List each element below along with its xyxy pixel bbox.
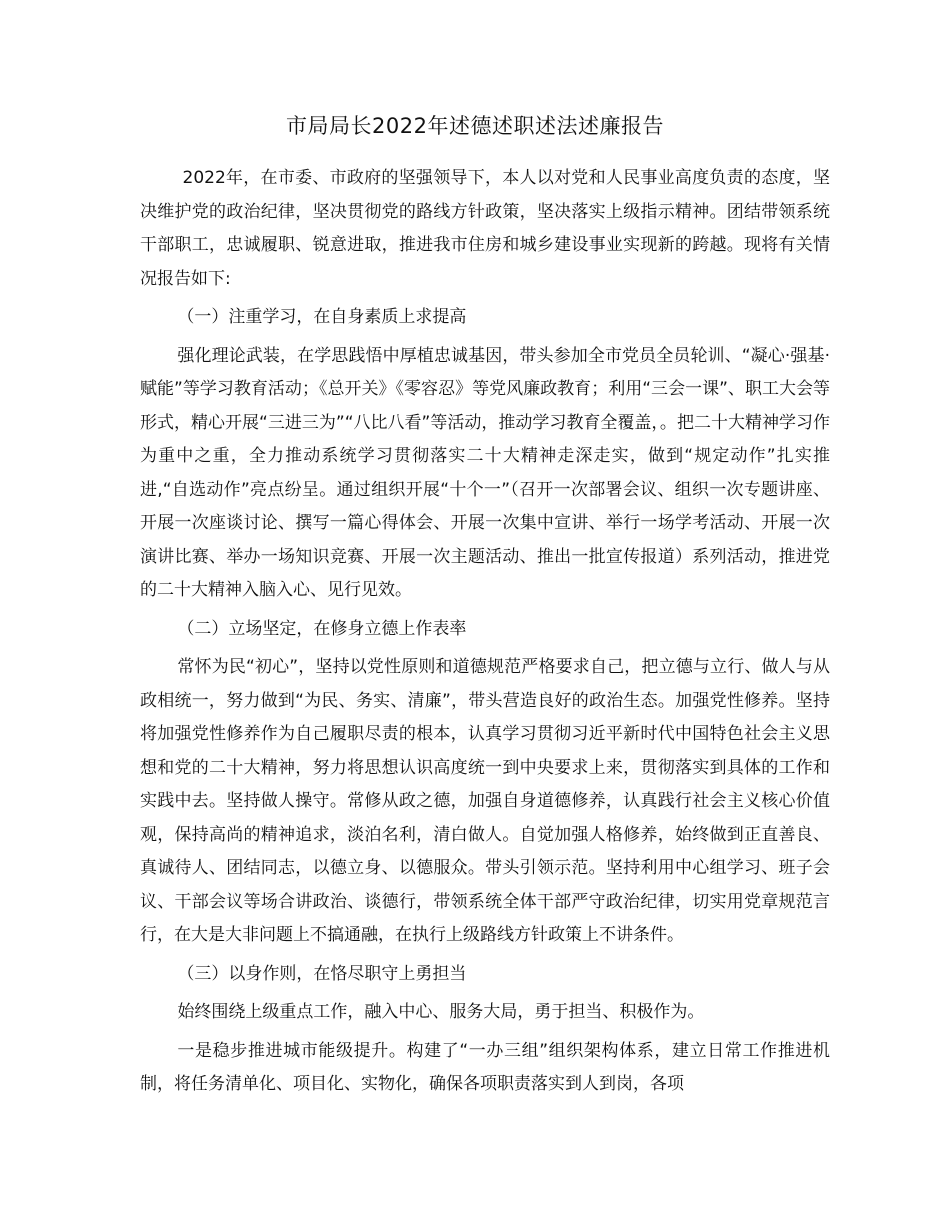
section-1-heading: （一）注重学习，在自身素质上求提高 <box>177 307 467 327</box>
document-title: 市局局长2022年述德述职述法述廉报告 <box>286 114 664 138</box>
section-3-paragraph-1: 始终围绕上级重点工作，融入中心、服务大局，勇于担当、积极作为。 <box>177 1002 705 1022</box>
intro-paragraph: 2022年，在市委、市政府的坚强领导下，本人以对党和人民事业高度负责的态度，坚决维护党的政治纪律，坚决贯彻党的路线方针政策，坚决落实上级指示精神。团结带领系统干部职工，忠诚履职、锐意进取，推进我市住房和城乡建设事业实现新的跨越。现将有关情况报告如下: <box>140 168 830 289</box>
section-1-paragraph: 强化理论武装，在学思践悟中厚植忠诚基因，带头参加全市党员全员轮训、“凝心·强基·赋能”等学习教育活动；《总开关》《零容忍》等党风廉政教育；利用“三会一课”、职工大会等形式，精心开展“三进三为”“八比八看”等活动，推动学习教育全覆盖，。把二十大精神学习作为重中之重，全力推动系统学习贯彻落实二十大精神走深走实，做到“规定动作”扎实推进,“自选动作”亮点纷呈。通过组织开展“十个一”（召开一次部署会议、组织一次专题讲座、开展一次座谈讨论、撰写一篇心得体会、开展一次集中宣讲、举行一场学考活动、开展一次演讲比赛、举办一场知识竞赛、开展一次主题活动、推出一批宣传报道）系列活动，推进党的二十大精神入脑入心、见行见效。 <box>140 345 830 600</box>
section-3-paragraph-2: 一是稳步推进城市能级提升。构建了“一办三组”组织架构体系，建立日常工作推进机制，将任务清单化、项目化、实物化，确保各项职责落实到人到岗，各项 <box>140 1040 830 1094</box>
section-2-heading: （二）立场坚定，在修身立德上作表率 <box>177 618 467 639</box>
document-body <box>140 162 830 1107</box>
section-2-paragraph: 常怀为民“初心”，坚持以党性原则和道德规范严格要求自己，把立德与立行、做人与从政相统一，努力做到“为民、务实、清廉”，带头营造良好的政治生态。加强党性修养。坚持将加强党性修养作为自己履职尽责的根本，认真学习贯彻习近平新时代中国特色社会主义思想和党的二十大精神，努力将思想认识高度统一到中央要求上来，贯彻落实到具体的工作和实践中去。坚持做人操守。常修从政之德，加强自身道德修养，认真践行社会主义核心价值观，保持高尚的精神追求，淡泊名利，清白做人。自觉加强人格修养，始终做到正直善良、真诚待人、团结同志，以德立身、以德服众。带头引领示范。坚持利用中心组学习、班子会议、干部会议等场合讲政治、谈德行，带领系统全体干部严守政治纪律，切实用党章规范言行，在大是大非问题上不搞通融，在执行上级路线方针政策上不讲条件。 <box>140 657 830 945</box>
section-3-heading: （三）以身作则，在恪尽职守上勇担当 <box>177 963 467 984</box>
